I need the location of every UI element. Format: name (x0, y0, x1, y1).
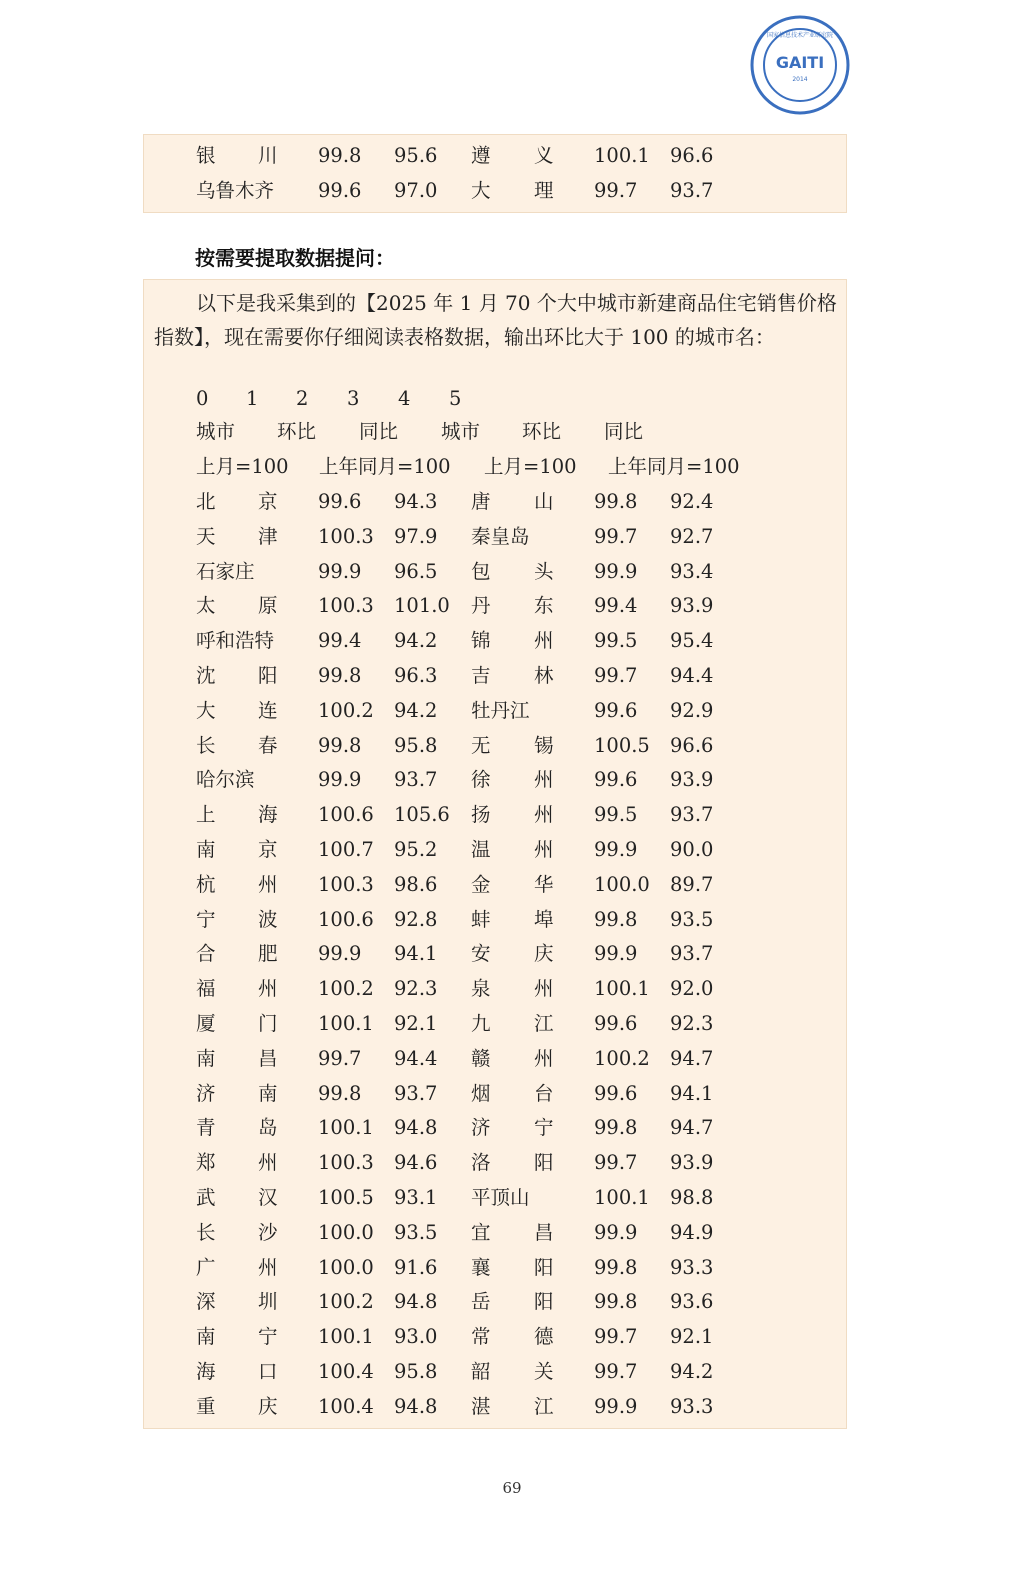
table-cell: 94.9 (670, 1220, 714, 1244)
table-cell: 100.1 (594, 1186, 650, 1209)
table-cell: 99.9 (594, 559, 638, 583)
table-cell: 锡 (534, 733, 554, 757)
table-cell: 97.9 (394, 524, 438, 548)
table-row (144, 1287, 846, 1317)
table-cell: 94.2 (394, 698, 438, 722)
table-row (144, 765, 846, 795)
table-cell: 义 (534, 144, 554, 167)
column-header: 同比 (604, 420, 644, 443)
table-cell: 99.5 (594, 629, 638, 653)
table-cell: 100.0 (594, 872, 650, 896)
table-cell: 南 (196, 1046, 216, 1070)
table-cell: 台 (534, 1081, 554, 1105)
table-cell: 青 (196, 1116, 216, 1140)
prompt-text: 以下是我采集到的【2025 年 1 月 70 个大中城市新建商品住宅销售价格指数】，现在需要你仔细阅读表格数据，输出环比大于 100 的城市名： (154, 291, 837, 349)
index-cell: 0 (196, 387, 209, 410)
table-cell: 95.6 (394, 144, 438, 167)
table-cell: 埠 (534, 907, 554, 931)
table-cell: 赣 (471, 1046, 491, 1070)
table-cell: 99.8 (318, 1081, 362, 1105)
table-cell: 99.4 (594, 594, 638, 618)
table-cell: 99.7 (594, 1360, 638, 1383)
table-cell: 99.6 (594, 1081, 638, 1105)
column-header: 同比 (359, 420, 399, 443)
table-cell: 92.3 (394, 977, 438, 1001)
table-cell: 平顶山 (471, 1186, 530, 1209)
table-cell: 沈 (196, 664, 216, 687)
table-row (144, 661, 846, 691)
table-cell: 100.1 (594, 144, 650, 167)
table-cell: 大 (471, 179, 491, 202)
index-row (144, 384, 846, 414)
table-cell: 杭 (196, 872, 216, 896)
column-subheader: 上年同月=100 (608, 455, 740, 478)
table-row (144, 1253, 846, 1283)
table-cell: 99.6 (594, 1012, 638, 1035)
column-header: 环比 (277, 420, 317, 443)
table-cell: 94.8 (394, 1116, 438, 1140)
table-cell: 99.6 (318, 490, 362, 513)
table-cell: 100.0 (318, 1220, 374, 1244)
table-cell: 100.5 (318, 1186, 374, 1209)
table-cell: 96.6 (670, 144, 714, 167)
column-subheader: 上月=100 (196, 455, 289, 478)
table-cell: 江 (534, 1012, 554, 1035)
table-cell: 99.7 (594, 664, 638, 687)
table-cell: 99.9 (318, 768, 362, 792)
table-cell: 100.3 (318, 594, 374, 618)
table-cell: 昌 (534, 1220, 554, 1244)
table-cell: 郑 (196, 1151, 216, 1175)
table-cell: 100.7 (318, 838, 374, 861)
index-cell: 3 (347, 387, 360, 410)
table-row (144, 974, 846, 1004)
table-cell: 呼和浩特 (196, 629, 275, 653)
column-subheader-row (144, 452, 846, 482)
table-cell: 101.0 (394, 594, 450, 618)
table-row (144, 939, 846, 969)
table-cell: 99.8 (594, 1255, 638, 1279)
table-cell: 波 (258, 907, 278, 931)
table-cell: 99.9 (594, 838, 638, 861)
table-cell: 连 (258, 698, 278, 722)
table-cell: 京 (258, 838, 278, 861)
table-row (144, 1044, 846, 1074)
gaiti-logo (750, 15, 850, 115)
table-cell: 州 (258, 1255, 278, 1279)
table-cell: 99.8 (594, 490, 638, 513)
table-cell: 春 (258, 733, 278, 757)
table-cell: 89.7 (670, 872, 714, 896)
prompt-box (143, 279, 847, 1429)
table-cell: 上 (196, 803, 216, 827)
index-cell: 2 (296, 387, 309, 410)
table-cell: 100.0 (318, 1255, 374, 1279)
table-cell: 92.9 (670, 698, 714, 722)
table-cell: 95.2 (394, 838, 438, 861)
table-cell: 93.9 (670, 594, 714, 618)
table-cell: 州 (534, 977, 554, 1001)
table-cell: 州 (258, 1151, 278, 1175)
table-cell: 遵 (471, 144, 491, 167)
table-cell: 99.7 (594, 1325, 638, 1349)
table-cell: 口 (258, 1360, 278, 1383)
table-cell: 92.0 (670, 977, 714, 1001)
table-cell: 99.8 (318, 664, 362, 687)
table-cell: 99.9 (318, 942, 362, 966)
table-cell: 105.6 (394, 803, 450, 827)
table-cell: 州 (534, 768, 554, 792)
table-cell: 安 (471, 942, 491, 966)
table-cell: 州 (534, 629, 554, 653)
table-cell: 99.9 (594, 1220, 638, 1244)
table-cell: 洛 (471, 1151, 491, 1175)
table-cell: 94.8 (394, 1394, 438, 1418)
table-cell: 济 (471, 1116, 491, 1140)
top-table-box (143, 134, 847, 213)
table-row (144, 1079, 846, 1109)
table-cell: 100.4 (318, 1360, 374, 1383)
table-cell: 湛 (471, 1394, 491, 1418)
table-cell: 99.9 (594, 1394, 638, 1418)
table-cell: 庆 (534, 942, 554, 966)
table-cell: 汉 (258, 1186, 278, 1209)
table-cell: 93.3 (670, 1255, 714, 1279)
table-cell: 韶 (471, 1360, 491, 1383)
table-cell: 阳 (534, 1151, 554, 1175)
table-cell: 门 (258, 1012, 278, 1035)
table-cell: 99.5 (594, 803, 638, 827)
table-cell: 93.7 (670, 942, 714, 966)
table-cell: 岛 (258, 1116, 278, 1140)
table-row (144, 800, 846, 830)
table-cell: 济 (196, 1081, 216, 1105)
table-cell: 太 (196, 594, 216, 618)
table-row (144, 591, 846, 621)
column-subheader: 上年同月=100 (319, 455, 451, 478)
table-cell: 丹 (471, 594, 491, 618)
table-cell: 锦 (471, 629, 491, 653)
table-cell: 九 (471, 1012, 491, 1035)
table-row (144, 1183, 846, 1213)
table-row (144, 731, 846, 761)
table-cell: 99.6 (594, 698, 638, 722)
table-cell: 州 (258, 977, 278, 1001)
table-cell: 常 (471, 1325, 491, 1349)
table-cell: 100.3 (318, 524, 374, 548)
table-row (144, 1218, 846, 1248)
table-cell: 99.9 (318, 559, 362, 583)
table-cell: 福 (196, 977, 216, 1001)
index-cell: 1 (246, 387, 259, 410)
table-cell: 94.2 (394, 629, 438, 653)
table-cell: 原 (258, 594, 278, 618)
column-header: 环比 (522, 420, 562, 443)
table-cell: 乌鲁木齐 (196, 179, 275, 202)
table-cell: 95.4 (670, 629, 714, 653)
table-cell: 95.8 (394, 1360, 438, 1383)
table-cell: 100.3 (318, 872, 374, 896)
table-cell: 庆 (258, 1394, 278, 1418)
table-cell: 天 (196, 524, 216, 548)
table-cell: 92.1 (670, 1325, 714, 1349)
table-cell: 唐 (471, 490, 491, 513)
table-cell: 100.2 (318, 977, 374, 1001)
table-cell: 93.7 (670, 179, 714, 202)
table-cell: 厦 (196, 1012, 216, 1035)
column-header: 城市 (441, 420, 481, 443)
table-cell: 关 (534, 1360, 554, 1383)
table-cell: 94.1 (670, 1081, 714, 1105)
table-cell: 岳 (471, 1290, 491, 1314)
table-cell: 阳 (534, 1290, 554, 1314)
column-header: 城市 (196, 420, 236, 443)
table-cell: 100.1 (594, 977, 650, 1001)
table-cell: 津 (258, 524, 278, 548)
table-cell: 98.6 (394, 872, 438, 896)
table-cell: 92.1 (394, 1012, 438, 1035)
table-cell: 温 (471, 838, 491, 861)
table-cell: 94.4 (670, 664, 714, 687)
table-cell: 99.9 (594, 942, 638, 966)
table-cell: 96.6 (670, 733, 714, 757)
table-row (144, 1392, 846, 1422)
table-cell: 93.1 (394, 1186, 438, 1209)
table-cell: 南 (196, 838, 216, 861)
table-cell: 93.0 (394, 1325, 438, 1349)
table-row (144, 1357, 846, 1387)
table-cell: 理 (534, 179, 554, 202)
table-cell: 泉 (471, 977, 491, 1001)
table-cell: 深 (196, 1290, 216, 1314)
table-cell: 100.1 (318, 1116, 374, 1140)
table-cell: 98.8 (670, 1186, 714, 1209)
table-cell: 93.9 (670, 1151, 714, 1175)
table-cell: 徐 (471, 768, 491, 792)
table-cell: 宁 (258, 1325, 278, 1349)
table-cell: 林 (534, 664, 554, 687)
table-cell: 北 (196, 490, 216, 513)
table-cell: 100.6 (318, 907, 374, 931)
table-cell: 阳 (258, 664, 278, 687)
table-cell: 蚌 (471, 907, 491, 931)
table-cell: 山 (534, 490, 554, 513)
table-cell: 93.7 (394, 1081, 438, 1105)
table-cell: 烟 (471, 1081, 491, 1105)
table-cell: 94.1 (394, 942, 438, 966)
table-cell: 99.7 (318, 1046, 362, 1070)
table-cell: 92.7 (670, 524, 714, 548)
table-cell: 92.8 (394, 907, 438, 931)
table-cell: 99.7 (594, 1151, 638, 1175)
table-cell: 99.8 (318, 733, 362, 757)
table-row (144, 487, 846, 517)
table-row (144, 1113, 846, 1143)
table-row (144, 1009, 846, 1039)
table-cell: 哈尔滨 (196, 768, 255, 792)
table-cell: 100.1 (318, 1012, 374, 1035)
table-cell: 扬 (471, 803, 491, 827)
table-cell: 93.9 (670, 768, 714, 792)
section-heading: 按需要提取数据提问： (195, 246, 395, 270)
table-cell: 100.5 (594, 733, 650, 757)
table-row (144, 696, 846, 726)
table-cell: 100.2 (318, 698, 374, 722)
table-cell: 德 (534, 1325, 554, 1349)
table-row (144, 870, 846, 900)
table-cell: 广 (196, 1255, 216, 1279)
table-cell: 92.4 (670, 490, 714, 513)
table-cell: 99.6 (594, 768, 638, 792)
table-row (144, 905, 846, 935)
index-cell: 5 (449, 387, 462, 410)
table-cell: 长 (196, 1220, 216, 1244)
table-cell: 襄 (471, 1255, 491, 1279)
column-header-row (144, 417, 846, 447)
table-cell: 93.7 (394, 768, 438, 792)
table-cell: 99.8 (318, 144, 362, 167)
table-row (144, 176, 846, 206)
table-cell: 100.1 (318, 1325, 374, 1349)
table-cell: 石家庄 (196, 559, 255, 583)
table-cell: 江 (534, 1394, 554, 1418)
table-cell: 肥 (258, 942, 278, 966)
table-cell: 圳 (258, 1290, 278, 1314)
table-cell: 南 (258, 1081, 278, 1105)
table-cell: 南 (196, 1325, 216, 1349)
table-cell: 宜 (471, 1220, 491, 1244)
table-cell: 100.2 (594, 1046, 650, 1070)
table-cell: 96.3 (394, 664, 438, 687)
table-cell: 99.8 (594, 1116, 638, 1140)
table-cell: 华 (534, 872, 554, 896)
table-row (144, 626, 846, 656)
logo-ring-text: 国家信息技术产业研究院 (766, 32, 834, 39)
table-cell: 州 (534, 1046, 554, 1070)
table-cell: 武 (196, 1186, 216, 1209)
table-cell: 海 (196, 1360, 216, 1383)
table-cell: 95.8 (394, 733, 438, 757)
table-cell: 99.7 (594, 179, 638, 202)
table-cell: 93.7 (670, 803, 714, 827)
table-cell: 沙 (258, 1220, 278, 1244)
table-cell: 99.4 (318, 629, 362, 653)
table-cell: 91.6 (394, 1255, 438, 1279)
table-cell: 94.8 (394, 1290, 438, 1314)
table-cell: 100.3 (318, 1151, 374, 1175)
table-cell: 牡丹江 (471, 698, 530, 722)
logo-year: 2014 (792, 76, 808, 83)
table-cell: 99.8 (594, 907, 638, 931)
table-cell: 99.8 (594, 1290, 638, 1314)
table-cell: 州 (258, 872, 278, 896)
table-cell: 包 (471, 559, 491, 583)
table-cell: 94.6 (394, 1151, 438, 1175)
table-cell: 合 (196, 942, 216, 966)
table-cell: 海 (258, 803, 278, 827)
table-cell: 州 (534, 838, 554, 861)
index-cell: 4 (398, 387, 411, 410)
table-cell: 银 (196, 144, 216, 167)
table-cell: 川 (258, 144, 278, 167)
table-cell: 93.3 (670, 1394, 714, 1418)
table-cell: 94.7 (670, 1116, 714, 1140)
table-cell: 93.5 (394, 1220, 438, 1244)
table-cell: 昌 (258, 1046, 278, 1070)
table-cell: 重 (196, 1394, 216, 1418)
table-cell: 99.7 (594, 524, 638, 548)
table-cell: 94.2 (670, 1360, 714, 1383)
table-cell: 96.5 (394, 559, 438, 583)
table-cell: 东 (534, 594, 554, 618)
table-cell: 100.2 (318, 1290, 374, 1314)
table-row (144, 557, 846, 587)
table-row (144, 1322, 846, 1352)
table-row (144, 522, 846, 552)
table-cell: 州 (534, 803, 554, 827)
table-cell: 头 (534, 559, 554, 583)
table-row (144, 835, 846, 865)
table-cell: 宁 (196, 907, 216, 931)
table-cell: 阳 (534, 1255, 554, 1279)
table-cell: 京 (258, 490, 278, 513)
table-cell: 无 (471, 733, 491, 757)
table-cell: 金 (471, 872, 491, 896)
page-number: 69 (502, 1479, 522, 1497)
table-cell: 100.6 (318, 803, 374, 827)
table-cell: 99.6 (318, 179, 362, 202)
table-cell: 宁 (534, 1116, 554, 1140)
table-cell: 90.0 (670, 838, 714, 861)
table-cell: 大 (196, 698, 216, 722)
table-cell: 100.4 (318, 1394, 374, 1418)
table-cell: 93.6 (670, 1290, 714, 1314)
table-cell: 92.3 (670, 1012, 714, 1035)
table-cell: 94.7 (670, 1046, 714, 1070)
table-cell: 94.3 (394, 490, 438, 513)
table-row (144, 141, 846, 171)
table-cell: 97.0 (394, 179, 438, 202)
table-cell: 吉 (471, 664, 491, 687)
table-cell: 94.4 (394, 1046, 438, 1070)
table-cell: 秦皇岛 (471, 524, 530, 548)
logo-text: GAITI (775, 53, 825, 72)
table-cell: 93.4 (670, 559, 714, 583)
table-cell: 长 (196, 733, 216, 757)
table-row (144, 1148, 846, 1178)
table-cell: 93.5 (670, 907, 714, 931)
column-subheader: 上月=100 (484, 455, 577, 478)
